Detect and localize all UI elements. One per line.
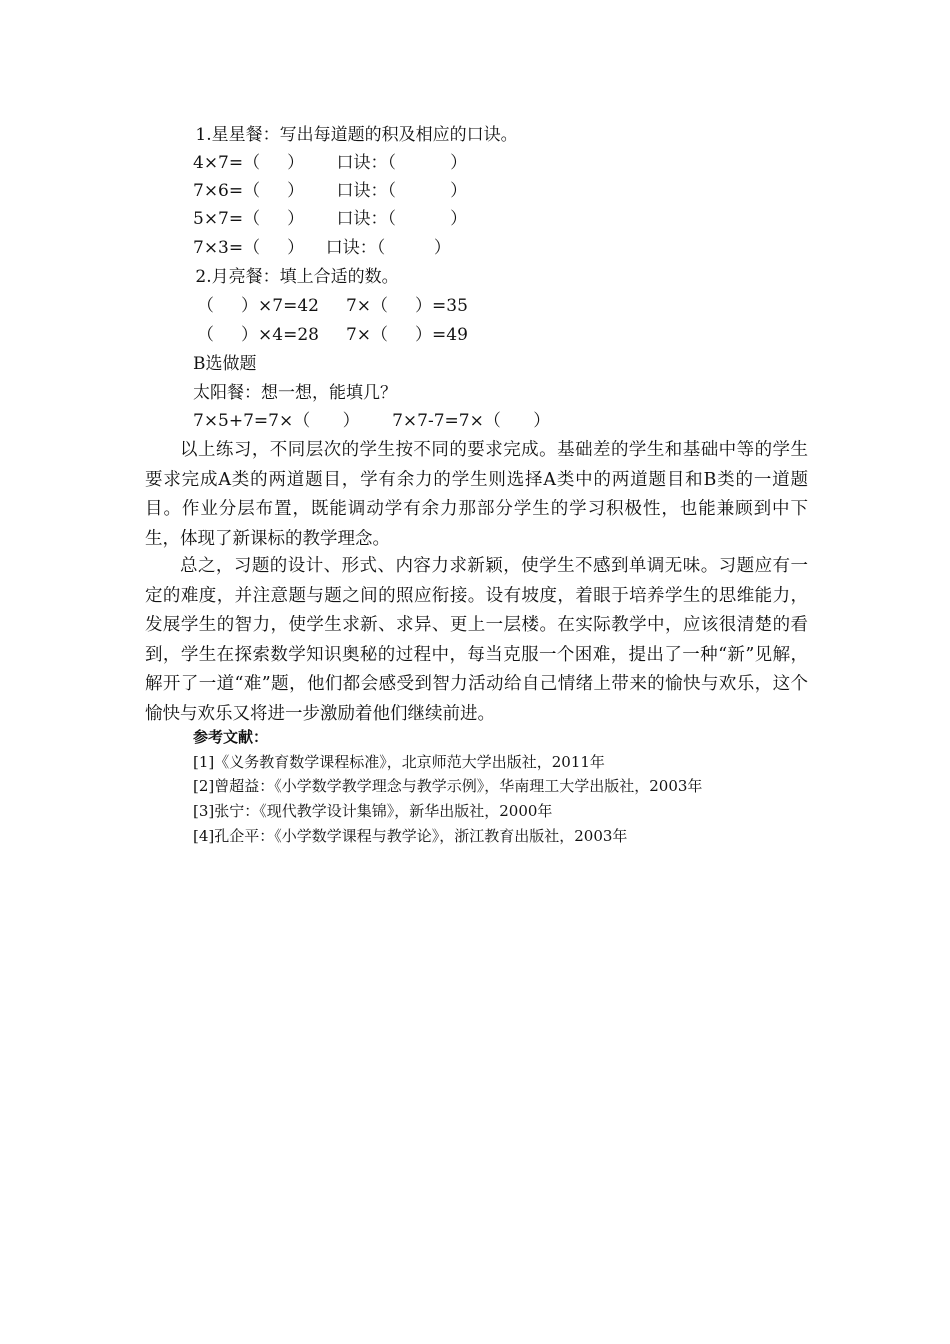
reference-item: [1]《义务教育数学课程标准》，北京师范大学出版社，2011年 (193, 753, 605, 771)
exercise-2-item: （ ）×7=42 7×（ ）=35 (197, 296, 468, 316)
references-heading: 参考文献： (193, 728, 269, 746)
body-paragraph: 以上练习，不同层次的学生按不同的要求完成。基础差的学生和基础中等的学生要求完成A类的两道题目，学有余力的学生则选择A类中的两道题目和B类的一道题目。作业分层布置，既能调动学有余力那部分学生的学习积极性，也能兼顾到中下生，体现了新课标的教学理念。 (145, 440, 808, 549)
body-paragraph: 总之，习题的设计、形式、内容力求新颖，使学生不感到单调无味。习题应有一定的难度，并注意题与题之间的照应衔接。设有坡度，着眼于培养学生的思维能力，发展学生的智力，使学生求新、求异、更上一层楼。在实际教学中，应该很清楚的看到，学生在探索数学知识奥秘的过程中，每当克服一个困难，提出了一种“新”见解，解开了一道“难”题，他们都会感受到智力活动给自己情绪上带来的愉快与欢乐，这个愉快与欢乐又将进一步激励着他们继续前进。 (145, 556, 808, 724)
sun-exercise-item: 7×5+7=7×（ ） 7×7-7=7×（ ） (193, 411, 551, 431)
exercise-1-item: 4×7=（ ） 口诀：（ ） (193, 153, 468, 173)
exercise-1-item: 7×6=（ ） 口诀：（ ） (193, 181, 468, 201)
exercise-1-item: 5×7=（ ） 口诀：（ ） (193, 209, 468, 229)
reference-item: [2]曾超益：《小学数学教学理念与教学示例》，华南理工大学出版社，2003年 (193, 777, 703, 795)
exercise-2-title: 2.月亮餐：填上合适的数。 (190, 267, 399, 287)
exercise-1-title: 1.星星餐：写出每道题的积及相应的口诀。 (190, 125, 518, 145)
reference-item: [4]孔企平：《小学数学课程与教学论》，浙江教育出版社，2003年 (193, 827, 628, 845)
optional-section-title: B选做题 (193, 354, 257, 374)
sun-exercise-title: 太阳餐：想一想，能填几？ (193, 383, 397, 403)
exercise-2-item: （ ）×4=28 7×（ ）=49 (197, 325, 468, 345)
exercise-1-item: 7×3=（ ） 口诀：（ ） (193, 238, 451, 258)
reference-item: [3]张宁：《现代教学设计集锦》，新华出版社，2000年 (193, 802, 553, 820)
